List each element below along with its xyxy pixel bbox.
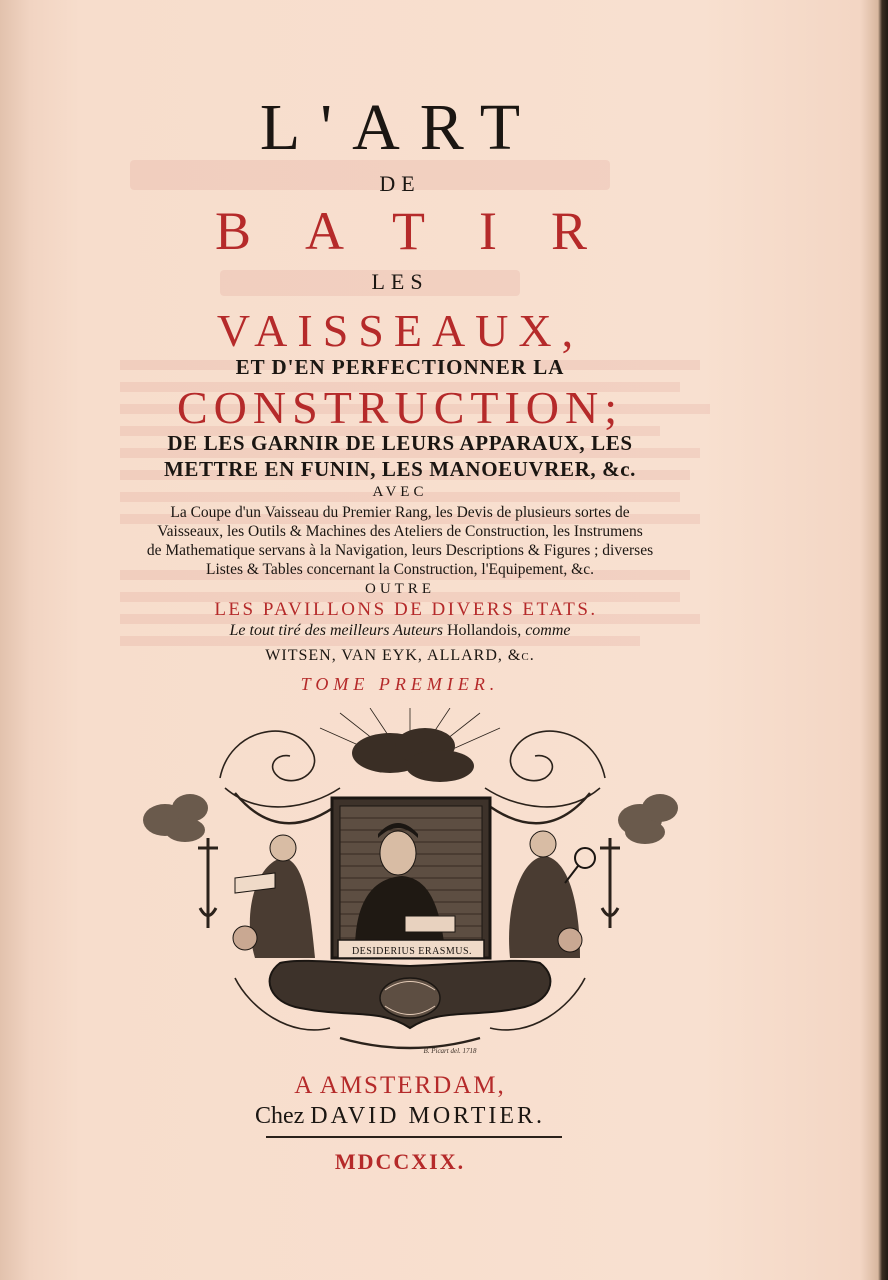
imprint-publisher-line — [0, 1100, 800, 1132]
outre-label: OUTRE — [365, 581, 435, 597]
pavillons-line: LES PAVILLONS DE DIVERS ETATS. — [214, 599, 598, 620]
authors-line: WITSEN, VAN EYK, ALLARD, &c. — [265, 647, 535, 664]
vignette-caption: DESIDERIUS ERASMUS. — [351, 946, 473, 957]
title-de: DE — [379, 171, 421, 196]
imprint-chez: Chez — [254, 1103, 305, 1129]
imprint-city: A AMSTERDAM, — [294, 1072, 506, 1099]
title-garnir: DE LES GARNIR DE LEURS APPARAUX, LES — [167, 431, 633, 455]
title-lart: L'ART — [259, 91, 541, 164]
title-construction: CONSTRUCTION; — [176, 382, 624, 433]
title-les: LES — [371, 269, 429, 294]
source-italic-2: comme — [525, 622, 571, 639]
imprint-rule — [266, 1136, 562, 1138]
source-italic-1: Le tout tiré des meilleurs Auteurs — [229, 622, 443, 639]
title-mettre: METTRE EN FUNIN, LES MANOEUVRER, &c. — [164, 457, 636, 481]
source-roman: Hollandois, — [446, 622, 522, 639]
tome-premier: TOME PREMIER. — [300, 674, 500, 694]
vignette-signature: B. Picart del. 1718 — [423, 1047, 477, 1055]
title-batir: BATIR — [214, 201, 641, 261]
title-perfectionner: ET D'EN PERFECTIONNER LA — [235, 355, 565, 379]
erasmus-vignette — [140, 708, 685, 1068]
imprint-year: MDCCXIX. — [334, 1149, 466, 1174]
title-vaisseaux: VAISSEAUX, — [216, 305, 584, 356]
body-line-2: Vaisseaux, les Outils & Machines des Ateliers de Construction, les Instrumens — [157, 523, 643, 540]
body-line-4: Listes & Tables concernant la Construction, l'Equipement, &c. — [206, 561, 594, 578]
body-line-3: de Mathematique servans à la Navigation, leurs Descriptions & Figures ; diverses — [146, 542, 654, 559]
imprint-publisher: DAVID MORTIER. — [310, 1103, 546, 1129]
body-line-1: La Coupe d'un Vaisseau du Premier Rang, les Devis de plusieurs sortes de — [170, 504, 630, 521]
source-line — [0, 620, 800, 642]
avec-label: AVEC — [372, 484, 428, 500]
